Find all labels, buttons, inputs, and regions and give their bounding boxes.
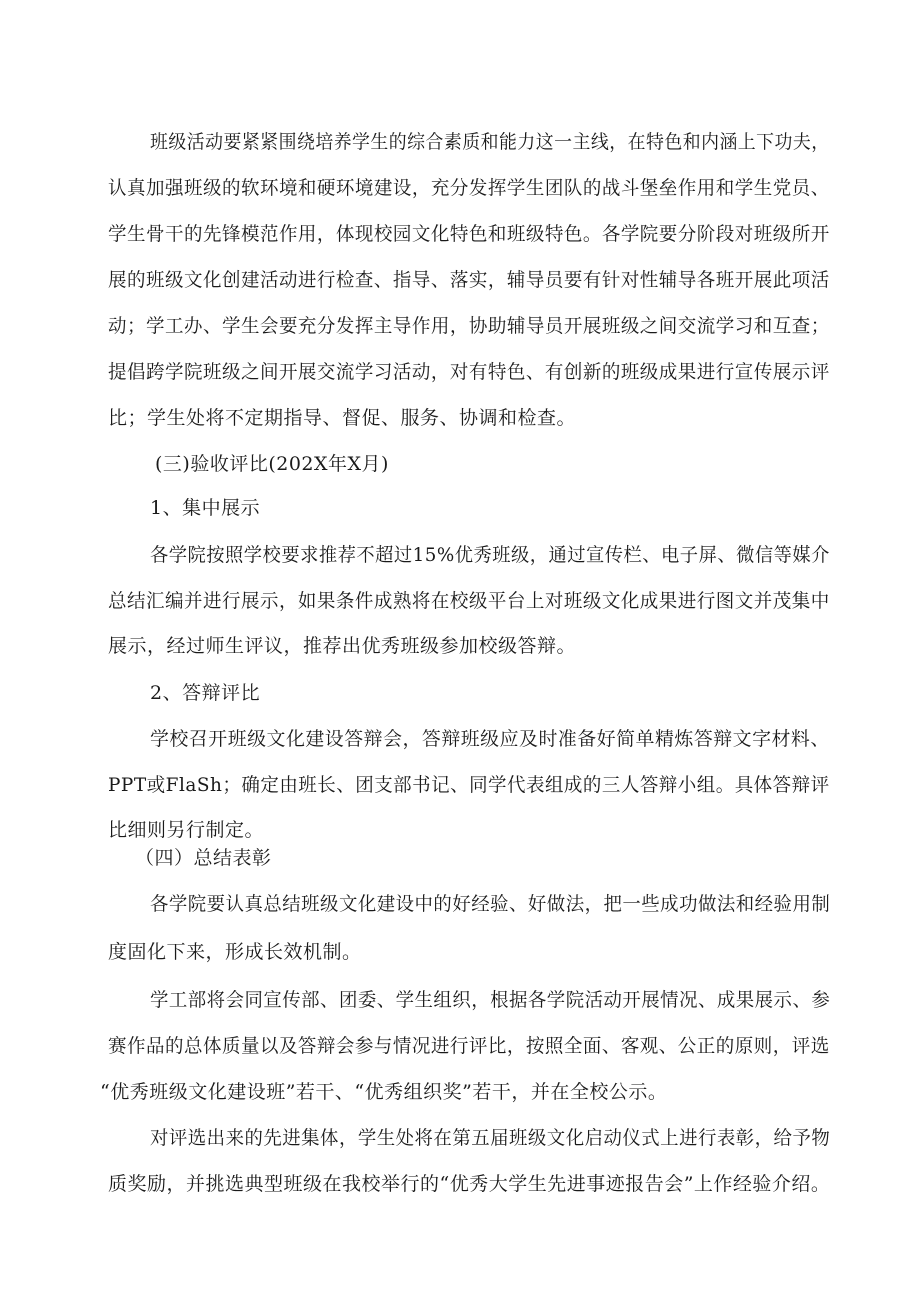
section-heading-3: (三)验收评比(202X年X月) <box>155 453 389 475</box>
paragraph-1-line: 动；学工办、学生会要充分发挥主导作用，协助辅导员开展班级之间交流学习和互查； <box>108 315 830 337</box>
section-heading-4: （四）总结表彰 <box>135 847 272 869</box>
paragraph-1-line: 比；学生处将不定期指导、督促、服务、协调和检查。 <box>108 407 577 429</box>
subsection-heading-1: 1、集中展示 <box>150 497 261 519</box>
paragraph-1-line: 班级活动要紧紧围绕培养学生的综合素质和能力这一主线，在特色和内涵上下功夫， <box>150 131 830 153</box>
paragraph-6-line: 对评选出来的先进集体，学生处将在第五届班级文化启动仪式上进行表彰，给予物 <box>150 1127 831 1149</box>
paragraph-3-line: PPT或FlaSh；确定由班长、团支部书记、同学代表组成的三人答辩小组。具体答辩评 <box>108 774 830 796</box>
paragraph-3-line: 比细则另行制定。 <box>108 819 265 841</box>
paragraph-2-line: 各学院按照学校要求推荐不超过15%优秀班级，通过宣传栏、电子屏、微信等媒介 <box>150 544 830 566</box>
paragraph-1-line: 提倡跨学院班级之间开展交流学习活动，对有特色、有创新的班级成果进行宣传展示评 <box>108 361 830 383</box>
paragraph-2-line: 总结汇编并进行展示，如果条件成熟将在校级平台上对班级文化成果进行图文并茂集中 <box>108 590 830 612</box>
subsection-heading-2: 2、答辩评比 <box>150 682 261 704</box>
paragraph-4-line: 各学院要认真总结班级文化建设中的好经验、好做法，把一些成功做法和经验用制 <box>150 893 831 915</box>
paragraph-5-line: 赛作品的总体质量以及答辩会参与情况进行评比，按照全面、客观、公正的原则，评选 <box>108 1035 830 1057</box>
paragraph-1-line: 认真加强班级的软环境和硬环境建设，充分发挥学生团队的战斗堡垒作用和学生党员、 <box>108 177 830 199</box>
paragraph-5-line: 学工部将会同宣传部、团委、学生组织，根据各学院活动开展情况、成果展示、参 <box>150 989 831 1011</box>
paragraph-1-line: 学生骨干的先锋模范作用，体现校园文化特色和班级特色。各学院要分阶段对班级所开 <box>108 223 830 245</box>
paragraph-5-line: “优秀班级文化建设班”若干、“优秀组织奖”若干，并在全校公示。 <box>100 1081 668 1103</box>
paragraph-6-line: 质奖励，并挑选典型班级在我校举行的“优秀大学生先进事迹报告会”上作经验介绍。 <box>108 1173 831 1195</box>
paragraph-4-line: 度固化下来，形成长效机制。 <box>108 941 362 963</box>
paragraph-1-line: 展的班级文化创建活动进行检查、指导、落实，辅导员要有针对性辅导各班开展此项活 <box>108 269 830 291</box>
paragraph-2-line: 展示，经过师生评议，推荐出优秀班级参加校级答辩。 <box>108 635 577 657</box>
paragraph-3-line: 学校召开班级文化建设答辩会，答辩班级应及时准备好简单精炼答辩文字材料、 <box>150 728 830 750</box>
